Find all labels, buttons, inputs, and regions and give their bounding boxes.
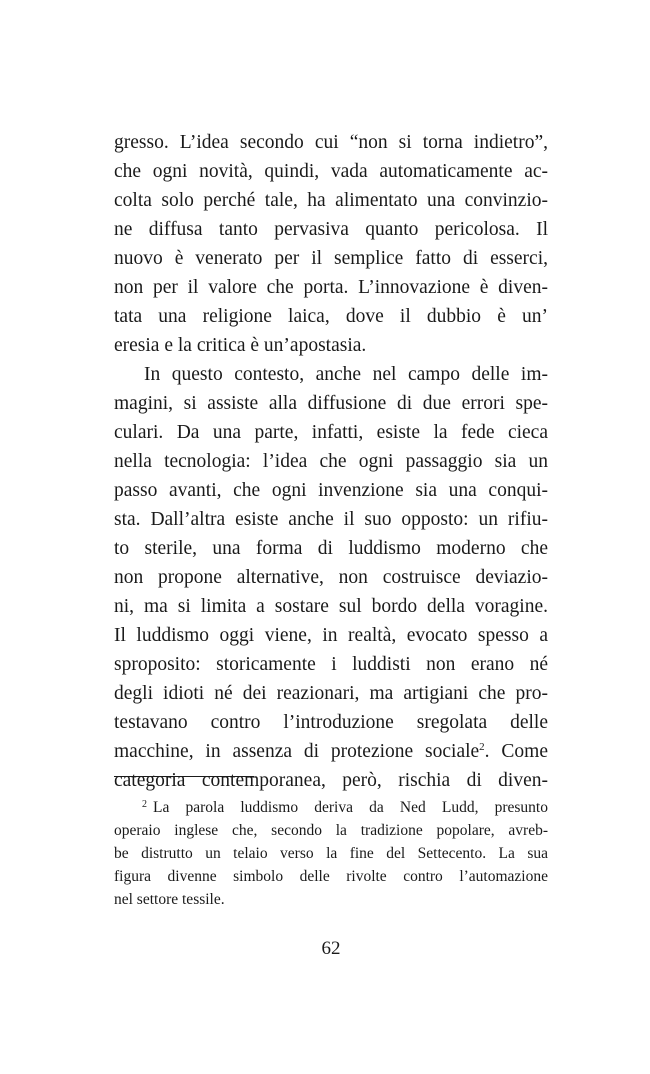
text-line: eresia e la critica è un’apostasia.: [114, 335, 367, 356]
text-line: che ogni novità, quindi, vada automaticamente ac-: [114, 161, 548, 182]
footnote-line: operaio inglese che, secondo la tradizione popolare, avreb-: [114, 822, 548, 839]
text-line: sta. Dall’altra esiste anche il suo opposto: un rifiu-: [114, 509, 548, 530]
footnote-line: [114, 796, 548, 819]
text-line: degli idioti né dei reazionari, ma artigiani che pro-: [114, 683, 548, 704]
footnote: [114, 796, 548, 911]
text-line: categoria contemporanea, però, rischia di diven-: [114, 770, 548, 791]
text-line: testavano contro l’introduzione sregolata delle: [114, 712, 548, 733]
text-line: to sterile, una forma di luddismo moderno che: [114, 538, 548, 559]
text-line: non propone alternative, non costruisce deviazio-: [114, 567, 548, 588]
book-page: [114, 0, 548, 1074]
text-line: Il luddismo oggi viene, in realtà, evocato spesso a: [114, 625, 548, 646]
text-line: In questo contesto, anche nel campo delle im-: [144, 364, 548, 385]
footnote-text: La parola luddismo deriva da Ned Ludd, presunto: [153, 799, 548, 816]
footnote-line: figura divenne simbolo delle rivolte contro l’automazione: [114, 868, 548, 885]
footnote-reference[interactable]: 2: [479, 741, 485, 753]
text-fragment: macchine, in assenza di protezione sociale: [114, 741, 480, 762]
text-line: non per il valore che porta. L’innovazione è diven-: [114, 277, 548, 298]
text-line: nuovo è venerato per il semplice fatto di esserci,: [114, 248, 548, 269]
text-line: magini, si assiste alla diffusione di due errori spe-: [114, 393, 548, 414]
text-line: sproposito: storicamente i luddisti non erano né: [114, 654, 548, 675]
text-line-with-footnote-ref: [114, 737, 548, 766]
text-line: passo avanti, che ogni invenzione sia una conqui-: [114, 480, 548, 501]
footnote-line: be distrutto un telaio verso la fine del Settecento. La sua: [114, 845, 548, 862]
text-line: gresso. L’idea secondo cui “non si torna indietro”,: [114, 132, 548, 153]
paragraph-1: [114, 128, 548, 360]
page-number: 62: [321, 938, 341, 959]
footnote-divider: [114, 776, 254, 777]
body-text: [114, 128, 548, 795]
footnote-number: 2: [142, 799, 147, 810]
text-line: ni, ma si limita a sostare sul bordo della voragine.: [114, 596, 548, 617]
footnote-line: nel settore tessile.: [114, 891, 225, 908]
text-fragment: . Come: [484, 741, 548, 762]
text-line: colta solo perché tale, ha alimentato una convinzio-: [114, 190, 548, 211]
paragraph-2: [114, 360, 548, 795]
text-line: ne diffusa tanto pervasiva quanto pericolosa. Il: [114, 219, 548, 240]
text-line: culari. Da una parte, infatti, esiste la fede cieca: [114, 422, 548, 443]
text-line: tata una religione laica, dove il dubbio è un’: [114, 306, 548, 327]
text-line: nella tecnologia: l’idea che ogni passaggio sia un: [114, 451, 548, 472]
